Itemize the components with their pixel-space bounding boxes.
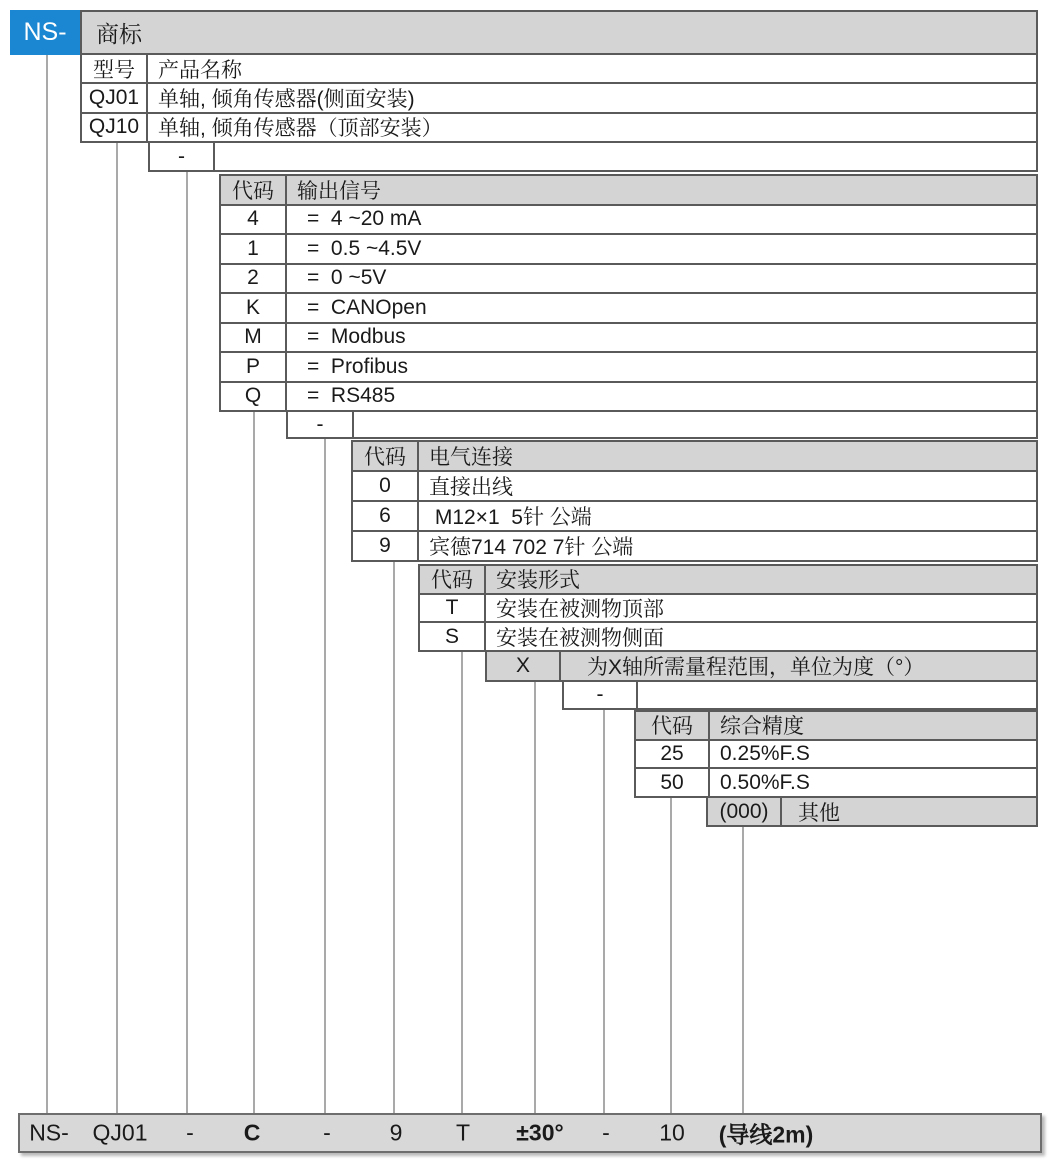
output-desc: = RS485 — [307, 384, 396, 408]
output-col1-header: 代码 — [221, 176, 287, 204]
output-desc: = 4 ~20 mA — [307, 207, 422, 231]
connector-line-separator2 — [324, 437, 326, 1113]
table-row — [420, 595, 1036, 624]
other-desc: 其他 — [798, 801, 840, 825]
example-segment-model: QJ01 — [92, 1119, 148, 1146]
connector-line-other — [742, 825, 744, 1113]
other-row — [706, 796, 1038, 827]
separator-row-2 — [286, 410, 1038, 439]
electrical-desc: 直接出线 — [429, 476, 513, 499]
model-col2-header: 产品名称 — [158, 58, 242, 82]
output-code: 2 — [221, 265, 287, 293]
connector-line-model — [116, 141, 118, 1113]
example-segment-prefix: NS- — [29, 1119, 69, 1146]
electrical-col2-header: 电气连接 — [429, 446, 513, 469]
connector-line-separator3 — [603, 708, 605, 1113]
mounting-table — [418, 564, 1038, 652]
example-segment-output: C — [243, 1119, 261, 1146]
output-signal-header-row — [221, 176, 1036, 206]
output-code: P — [221, 353, 287, 381]
connector-line-electrical — [393, 560, 395, 1113]
separator-empty — [215, 143, 1036, 170]
separator-row-3 — [562, 680, 1038, 710]
example-segment-accuracy: 10 — [659, 1119, 685, 1146]
output-code: 4 — [221, 206, 287, 234]
connector-line-range — [534, 680, 536, 1113]
range-code: X — [487, 652, 561, 680]
table-row — [150, 143, 1036, 170]
output-code: 1 — [221, 235, 287, 263]
table-row — [221, 206, 1036, 236]
table-row — [288, 412, 1036, 437]
brand-label: 商标 — [96, 21, 142, 47]
table-row — [353, 532, 1036, 560]
mounting-col1-header: 代码 — [420, 566, 486, 593]
connector-line-accuracy — [670, 796, 672, 1113]
table-row — [221, 235, 1036, 265]
table-row — [221, 383, 1036, 411]
output-desc: = CANOpen — [307, 295, 427, 319]
model-table — [80, 53, 1038, 143]
table-row — [221, 324, 1036, 354]
mounting-header-row — [420, 566, 1036, 595]
example-segment-dash: - — [186, 1119, 194, 1146]
table-row — [82, 84, 1036, 113]
connector-line-mounting — [461, 650, 463, 1113]
accuracy-col2-header: 综合精度 — [720, 715, 804, 739]
model-code: QJ01 — [82, 84, 148, 111]
accuracy-header-row — [636, 712, 1036, 741]
example-segment-mounting: T — [455, 1119, 471, 1146]
model-col1-header: 型号 — [82, 55, 148, 82]
brand-row — [80, 10, 1038, 55]
example-segment-dash: - — [602, 1119, 610, 1146]
table-row — [636, 769, 1036, 796]
accuracy-col1-header: 代码 — [636, 712, 710, 739]
table-row — [708, 798, 1036, 825]
separator-dash: - — [288, 412, 354, 437]
other-code: (000) — [708, 798, 782, 825]
electrical-desc: 宾德714 702 7针 公端 — [429, 536, 634, 559]
separator-empty — [354, 412, 1036, 437]
output-desc: = 0.5 ~4.5V — [307, 236, 422, 260]
mounting-col2-header: 安装形式 — [496, 569, 580, 593]
table-row — [221, 265, 1036, 295]
range-row — [485, 650, 1038, 682]
connector-line-output-signal — [253, 410, 255, 1113]
example-segment-electrical: 9 — [389, 1119, 403, 1146]
table-row — [420, 623, 1036, 650]
output-code: Q — [221, 383, 287, 411]
output-desc: = Profibus — [307, 354, 408, 378]
accuracy-code: 25 — [636, 741, 710, 768]
mounting-code: T — [420, 595, 486, 622]
accuracy-table — [634, 710, 1038, 798]
example-order-code-row — [18, 1113, 1042, 1153]
output-signal-table — [219, 174, 1038, 412]
mounting-desc: 安装在被测物顶部 — [496, 598, 664, 622]
connector-line-separator1 — [186, 170, 188, 1113]
prefix-box — [10, 10, 80, 55]
separator-dash: - — [564, 682, 638, 708]
output-desc: = 0 ~5V — [307, 266, 387, 290]
example-segment-dash: - — [323, 1119, 331, 1146]
model-name: 单轴, 倾角传感器(侧面安装) — [158, 88, 415, 111]
table-row — [353, 502, 1036, 532]
separator-row-1 — [148, 141, 1038, 172]
prefix-label: NS- — [23, 18, 67, 46]
accuracy-desc: 0.25%F.S — [720, 742, 810, 765]
electrical-code: 6 — [353, 502, 419, 530]
connector-line-prefix — [46, 55, 48, 1113]
example-segment-cable: (导线2m) — [718, 1121, 814, 1148]
table-row — [487, 652, 1036, 680]
output-code: K — [221, 294, 287, 322]
mounting-code: S — [420, 623, 486, 650]
separator-dash: - — [150, 143, 215, 170]
electrical-desc: M12×1 5针 公端 — [429, 506, 592, 529]
table-row — [221, 294, 1036, 324]
model-name: 单轴, 倾角传感器（顶部安装） — [158, 117, 443, 141]
electrical-col1-header: 代码 — [353, 442, 419, 470]
electrical-header-row — [353, 442, 1036, 472]
table-row — [82, 114, 1036, 141]
electrical-code: 9 — [353, 532, 419, 560]
output-code: M — [221, 324, 287, 352]
table-row — [221, 353, 1036, 383]
table-row — [353, 472, 1036, 502]
accuracy-code: 50 — [636, 769, 710, 796]
separator-empty — [638, 682, 1036, 708]
range-desc: 为X轴所需量程范围，单位为度（°） — [587, 656, 925, 679]
mounting-desc: 安装在被测物侧面 — [496, 626, 664, 650]
example-segment-range: ±30° — [516, 1119, 564, 1146]
table-row — [564, 682, 1036, 708]
electrical-code: 0 — [353, 472, 419, 500]
output-desc: = Modbus — [307, 325, 406, 349]
accuracy-desc: 0.50%F.S — [720, 770, 810, 794]
electrical-connection-table — [351, 440, 1038, 562]
table-row — [636, 741, 1036, 770]
output-col2-header: 输出信号 — [297, 179, 381, 203]
model-table-header-row — [82, 55, 1036, 84]
model-code: QJ10 — [82, 114, 148, 141]
